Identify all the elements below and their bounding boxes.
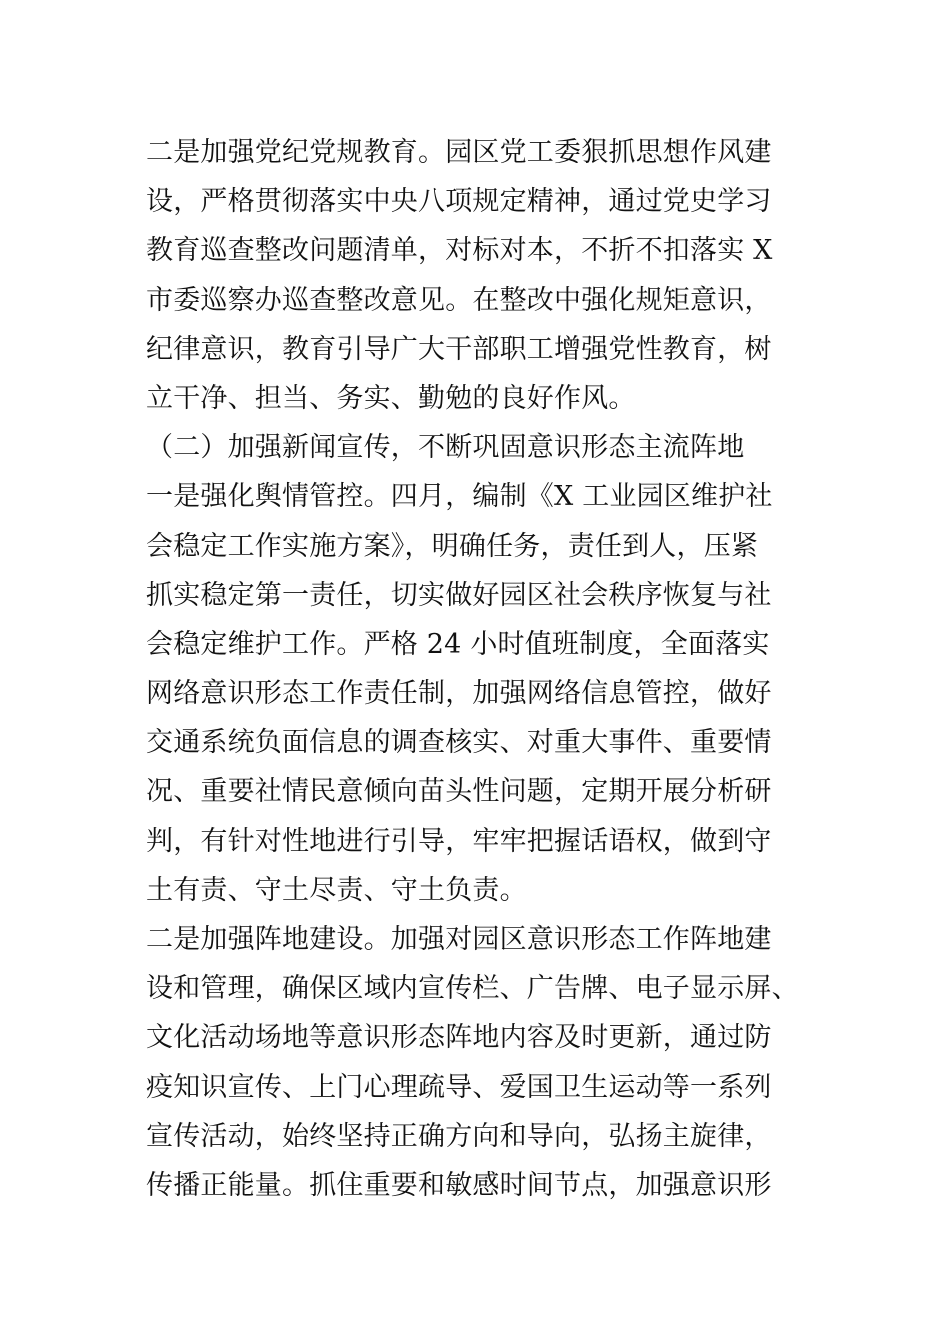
text-line: 立干净、担当、务实、勤勉的良好作风。	[146, 382, 636, 414]
text-line: 抓实稳定第一责任，切实做好园区社会秩序恢复与社	[146, 579, 772, 611]
section-heading: （二）加强新闻宣传，不断巩固意识形态主流阵地	[146, 432, 745, 464]
text-line: 纪律意识，教育引导广大干部职工增强党性教育，树	[146, 333, 772, 365]
text-line: 二是加强阵地建设。加强对园区意识形态工作阵地建	[146, 924, 772, 955]
text-line: 一是强化舆情管控。四月，编制《X 工业园区维护社	[146, 481, 773, 513]
text-line: 设和管理，确保区域内宣传栏、广告牌、电子显示屏、	[146, 973, 799, 1005]
text-line: 会稳定工作实施方案》，明确任务，责任到人，压紧	[146, 530, 759, 562]
text-line: 市委巡察办巡查整改意见。在整改中强化规矩意识，	[146, 284, 772, 316]
text-line: 疫知识宣传、上门心理疏导、爱国卫生运动等一系列	[146, 1071, 772, 1103]
text-line: 土有责、守土尽责、守土负责。	[146, 874, 527, 906]
text-line: 网络意识形态工作责任制，加强网络信息管控，做好	[146, 678, 772, 710]
text-line: 二是加强党纪党规教育。园区党工委狠抓思想作风建	[146, 137, 772, 168]
text-line: 会稳定维护工作。严格 24 小时值班制度，全面落实	[146, 628, 770, 660]
text-line: 教育巡查整改问题清单，对标对本，不折不扣落实 X	[146, 235, 773, 267]
text-line: 设，严格贯彻落实中央八项规定精神，通过党史学习	[146, 186, 772, 218]
text-line: 判，有针对性地进行引导，牢牢把握话语权，做到守	[146, 825, 772, 857]
text-line: 文化活动场地等意识形态阵地内容及时更新，通过防	[146, 1022, 772, 1054]
text-line: 传播正能量。抓住重要和敏感时间节点，加强意识形	[146, 1169, 772, 1201]
body-text	[146, 128, 866, 1210]
text-line: 宣传活动，始终坚持正确方向和导向，弘扬主旋律，	[146, 1120, 772, 1152]
text-line: 交通系统负面信息的调查核实、对重大事件、重要情	[146, 727, 772, 759]
text-line: 况、重要社情民意倾向苗头性问题，定期开展分析研	[146, 776, 772, 808]
